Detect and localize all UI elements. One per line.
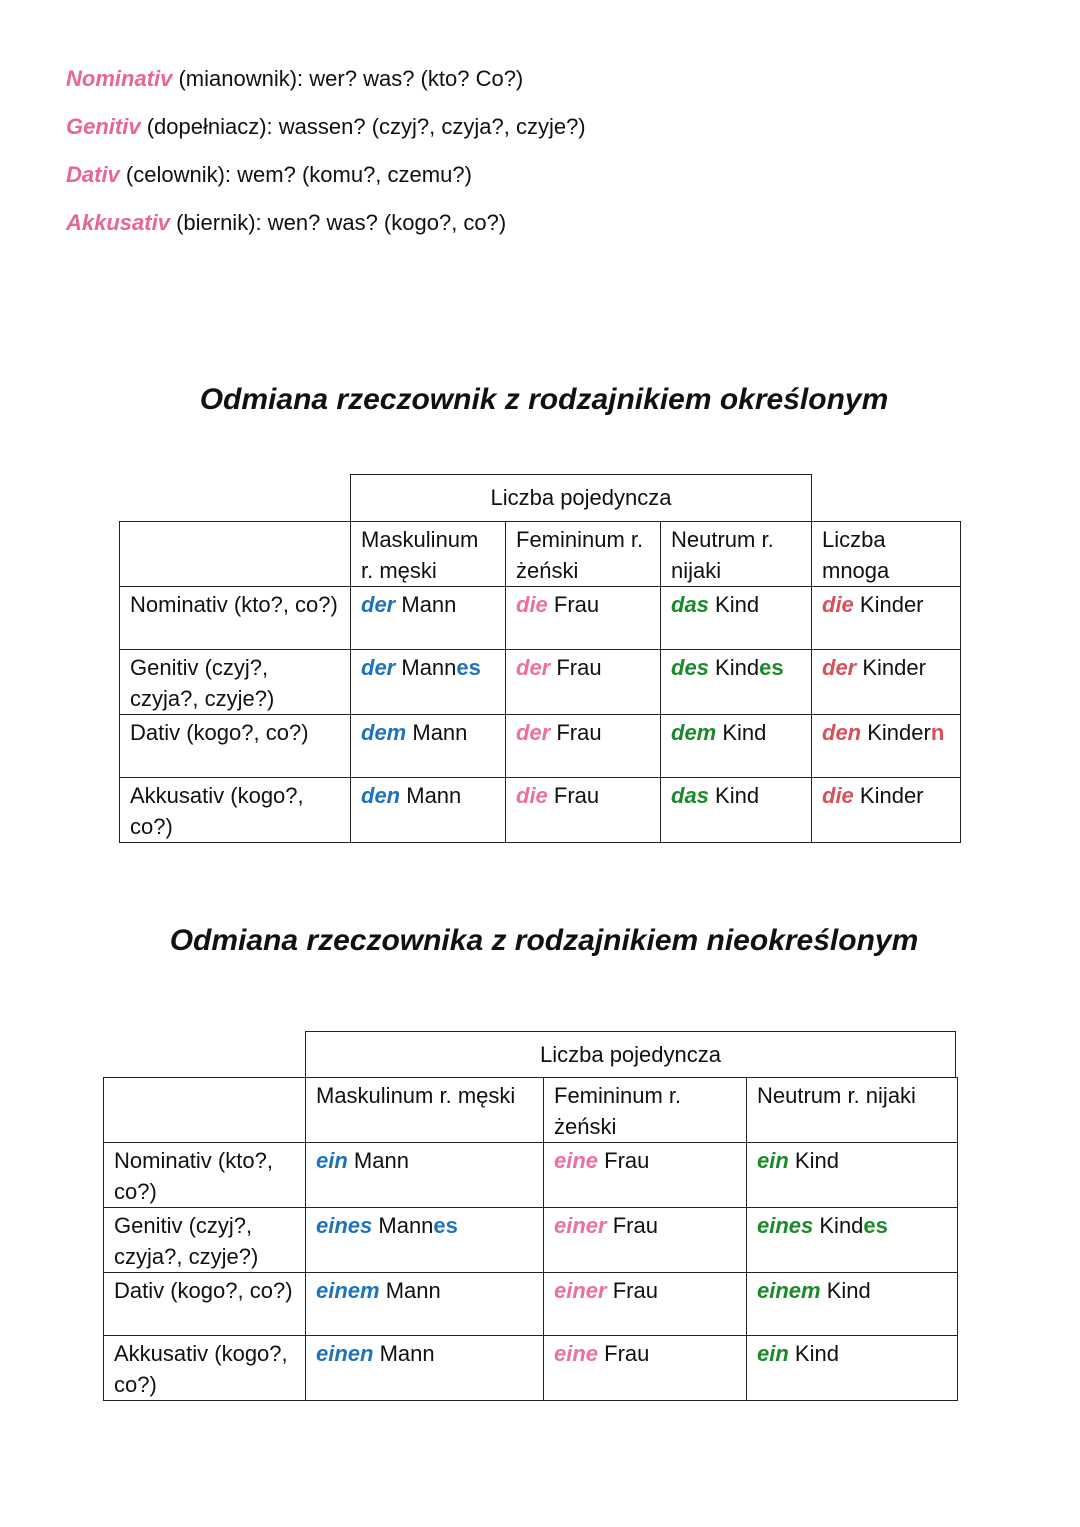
case-label: Nominativ (kto?, co?)	[120, 587, 351, 650]
noun: Frau	[550, 720, 602, 745]
noun: Mann	[406, 720, 468, 745]
case-definition-dativ	[66, 162, 472, 188]
case-label: Nominativ (kto?, co?)	[104, 1143, 306, 1208]
article: eines	[316, 1213, 373, 1238]
singular-group-header: Liczba pojedyncza	[305, 1031, 956, 1078]
case-label: Akkusativ (kogo?, co?)	[120, 778, 351, 843]
case-description: (biernik): wen? was? (kogo?, co?)	[169, 210, 507, 235]
declension-cell	[351, 587, 506, 650]
case-label: Genitiv (czyj?, czyja?, czyje?)	[104, 1208, 306, 1273]
noun: Mann	[372, 1213, 434, 1238]
ending: es	[863, 1213, 888, 1238]
article: dem	[671, 720, 717, 745]
declension-cell	[506, 587, 661, 650]
case-name: Akkusativ	[66, 210, 170, 235]
ending: n	[930, 720, 945, 745]
column-header: Liczba mnoga	[812, 522, 961, 587]
noun: Kind	[708, 655, 760, 680]
case-name: Nominativ	[66, 66, 173, 91]
noun: Kind	[716, 720, 767, 745]
declension-cell	[544, 1273, 747, 1336]
noun: Mann	[373, 1341, 435, 1366]
declension-cell	[747, 1208, 958, 1273]
noun: Frau	[606, 1213, 658, 1238]
noun: Frau	[598, 1341, 650, 1366]
declension-cell	[812, 650, 961, 715]
article: die	[516, 783, 548, 808]
noun: Kind	[788, 1148, 839, 1173]
table-row	[104, 1336, 958, 1401]
header-row	[120, 522, 961, 587]
declension-cell	[747, 1336, 958, 1401]
article: einer	[554, 1278, 607, 1303]
noun: Mann	[400, 783, 462, 808]
table-row	[120, 587, 961, 650]
definite-article-title: Odmiana rzeczownik z rodzajnikiem określonym	[199, 383, 889, 416]
header-row	[104, 1078, 958, 1143]
case-name: Dativ	[66, 162, 120, 187]
case-label: Dativ (kogo?, co?)	[104, 1273, 306, 1336]
case-definition-nominativ	[66, 66, 523, 92]
column-header: Maskulinum r. męski	[306, 1078, 544, 1143]
declension-cell	[544, 1143, 747, 1208]
article: eine	[554, 1341, 599, 1366]
article: ein	[757, 1341, 789, 1366]
noun: Frau	[550, 655, 602, 680]
case-label: Dativ (kogo?, co?)	[120, 715, 351, 778]
table-row	[104, 1208, 958, 1273]
noun: Kinder	[856, 655, 926, 680]
article: der	[822, 655, 857, 680]
indefinite-article-title: Odmiana rzeczownika z rodzajnikiem nieokreślonym	[169, 924, 919, 957]
noun: Frau	[606, 1278, 658, 1303]
noun: Mann	[395, 655, 457, 680]
declension-cell	[812, 778, 961, 843]
column-header: Femininum r. żeński	[506, 522, 661, 587]
article: einem	[316, 1278, 380, 1303]
declension-cell	[661, 587, 812, 650]
declension-cell	[661, 778, 812, 843]
column-header: Maskulinum r. męski	[351, 522, 506, 587]
article: dem	[361, 720, 407, 745]
declension-cell	[506, 715, 661, 778]
article: die	[822, 783, 854, 808]
ending: es	[456, 655, 481, 680]
declension-cell	[506, 650, 661, 715]
noun: Mann	[379, 1278, 441, 1303]
singular-group-header: Liczba pojedyncza	[350, 474, 812, 522]
noun: Kind	[708, 783, 760, 808]
ending: es	[433, 1213, 458, 1238]
article: der	[516, 655, 551, 680]
declension-cell	[544, 1208, 747, 1273]
table-row	[120, 715, 961, 778]
noun: Kind	[788, 1341, 839, 1366]
noun: Kind	[820, 1278, 871, 1303]
noun: Frau	[598, 1148, 650, 1173]
declension-cell	[506, 778, 661, 843]
case-definition-genitiv	[66, 114, 586, 140]
column-header: Neutrum r. nijaki	[661, 522, 812, 587]
case-description: (celownik): wem? (komu?, czemu?)	[119, 162, 472, 187]
declension-cell	[661, 715, 812, 778]
declension-cell	[351, 715, 506, 778]
article: der	[516, 720, 551, 745]
noun: Mann	[347, 1148, 409, 1173]
column-header: Femininum r. żeński	[544, 1078, 747, 1143]
case-definition-akkusativ	[66, 210, 506, 236]
table-row	[104, 1143, 958, 1208]
table-row	[104, 1273, 958, 1336]
case-description: (mianownik): wer? was? (kto? Co?)	[172, 66, 524, 91]
declension-cell	[306, 1208, 544, 1273]
article: ein	[316, 1148, 348, 1173]
noun: Kind	[813, 1213, 864, 1238]
noun: Frau	[547, 783, 600, 808]
declension-cell	[544, 1336, 747, 1401]
article: das	[671, 783, 709, 808]
declension-cell	[812, 715, 961, 778]
noun: Kinder	[853, 783, 924, 808]
declension-cell	[747, 1273, 958, 1336]
case-description: (dopełniacz): wassen? (czyj?, czyja?, czyje?)	[140, 114, 586, 139]
declension-cell	[351, 650, 506, 715]
article: einem	[757, 1278, 821, 1303]
column-header: Neutrum r. nijaki	[747, 1078, 958, 1143]
declension-cell	[661, 650, 812, 715]
declension-cell	[306, 1273, 544, 1336]
table-row	[120, 650, 961, 715]
declension-cell	[351, 778, 506, 843]
noun: Frau	[547, 592, 600, 617]
article: die	[822, 592, 854, 617]
article: den	[822, 720, 862, 745]
article: den	[361, 783, 401, 808]
article: einen	[316, 1341, 374, 1366]
article: ein	[757, 1148, 789, 1173]
case-name: Genitiv	[66, 114, 141, 139]
declension-cell	[306, 1143, 544, 1208]
definite-article-table	[119, 521, 961, 843]
indefinite-article-table	[103, 1077, 958, 1401]
noun: Kind	[708, 592, 760, 617]
table-row	[120, 778, 961, 843]
column-header	[120, 522, 351, 587]
noun: Kinder	[853, 592, 924, 617]
declension-cell	[812, 587, 961, 650]
article: des	[671, 655, 709, 680]
declension-cell	[747, 1143, 958, 1208]
declension-cell	[306, 1336, 544, 1401]
article: eines	[757, 1213, 814, 1238]
noun: Mann	[395, 592, 457, 617]
article: die	[516, 592, 548, 617]
article: der	[361, 655, 396, 680]
case-label: Akkusativ (kogo?, co?)	[104, 1336, 306, 1401]
column-header	[104, 1078, 306, 1143]
article: das	[671, 592, 709, 617]
noun: Kinder	[861, 720, 931, 745]
article: eine	[554, 1148, 599, 1173]
case-label: Genitiv (czyj?, czyja?, czyje?)	[120, 650, 351, 715]
article: einer	[554, 1213, 607, 1238]
ending: es	[759, 655, 784, 680]
article: der	[361, 592, 396, 617]
